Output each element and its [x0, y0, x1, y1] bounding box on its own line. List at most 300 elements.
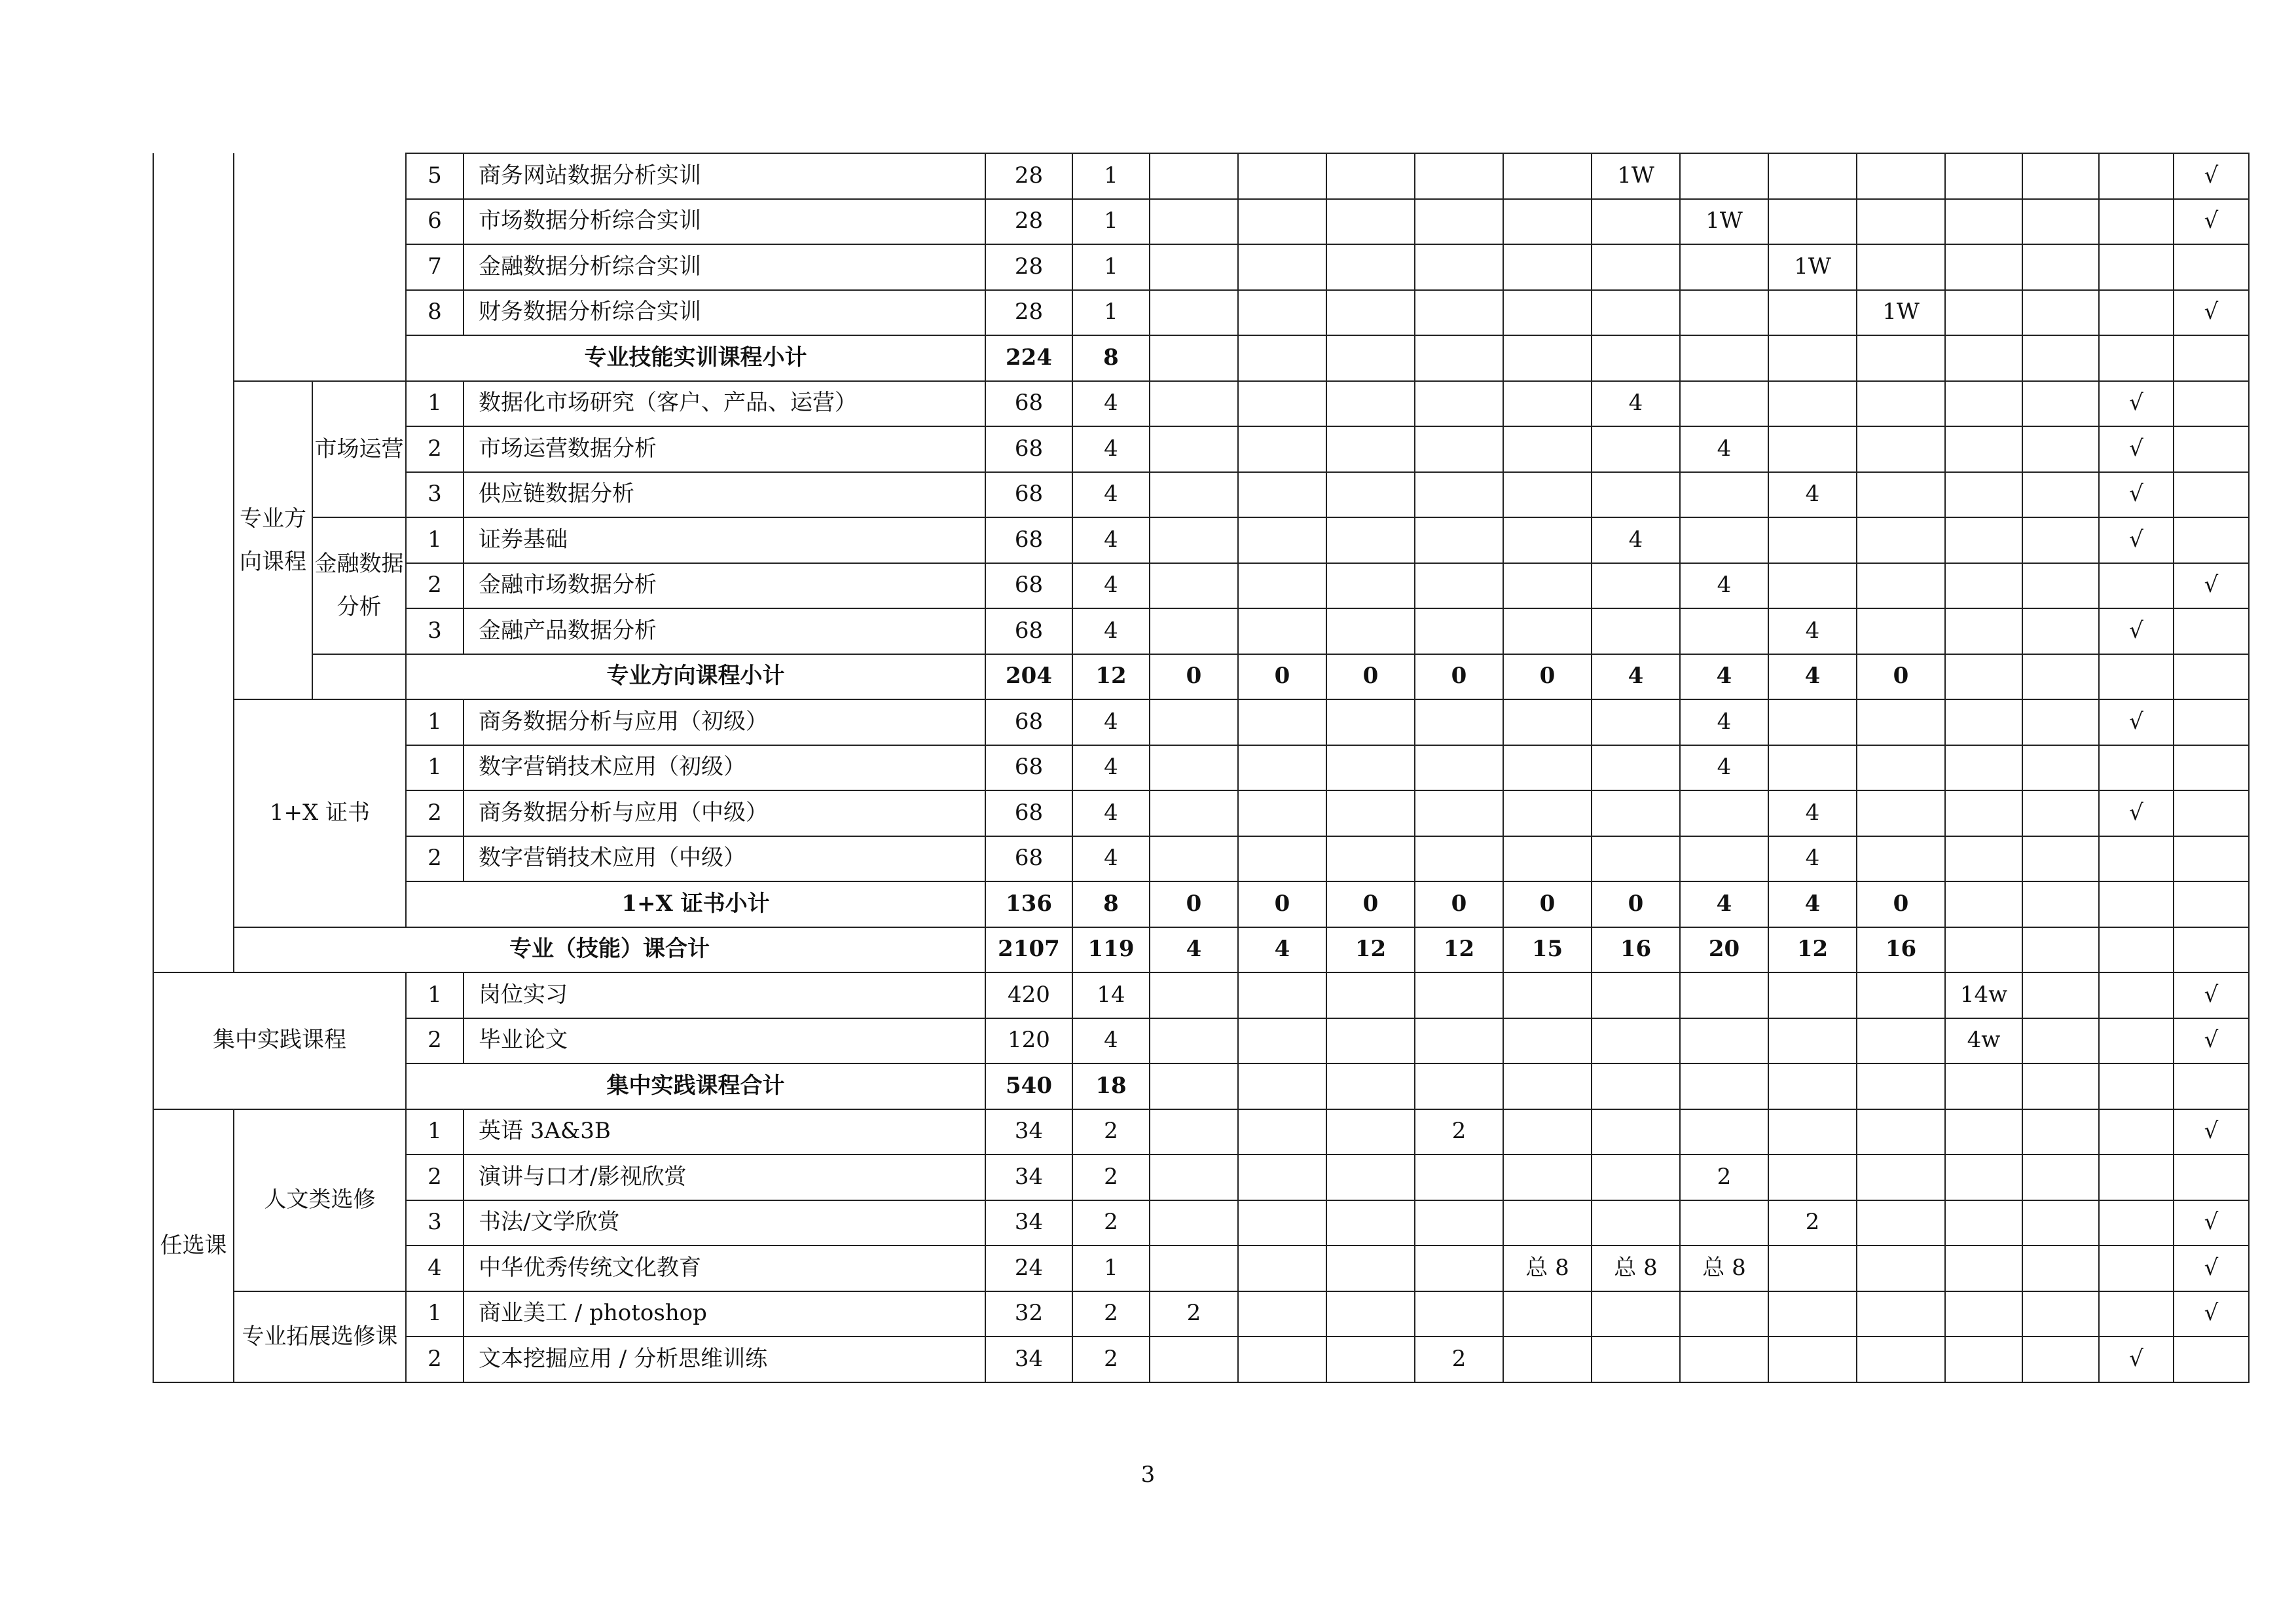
term-cell: 4	[1768, 836, 1857, 882]
course-name: 文本挖掘应用 / 分析思维训练	[464, 1337, 985, 1382]
check-cell	[2099, 1063, 2174, 1109]
table-row	[153, 472, 2249, 518]
table-row	[153, 1200, 2249, 1246]
table-row	[153, 335, 2249, 381]
term-cell	[1150, 381, 1238, 427]
term-cell	[2022, 153, 2099, 199]
term-cell	[1945, 1246, 2022, 1291]
term-cell	[1150, 1154, 1238, 1200]
term-cell	[2022, 1291, 2099, 1337]
subtotal-blank	[312, 654, 406, 700]
table-row	[153, 199, 2249, 245]
check-cell	[2099, 1154, 2174, 1200]
term-cell	[1415, 1200, 1503, 1246]
credits-cell: 4	[1072, 836, 1150, 882]
term-cell	[1238, 335, 1326, 381]
term-cell	[1768, 972, 1857, 1018]
check-cell: √	[2174, 1109, 2249, 1155]
subtotal-label: 专业（技能）课合计	[234, 927, 985, 973]
term-cell: 0	[1238, 654, 1326, 700]
term-cell	[1945, 153, 2022, 199]
term-cell	[1326, 381, 1415, 427]
course-name: 中华优秀传统文化教育	[464, 1246, 985, 1291]
term-cell: 0	[1238, 881, 1326, 927]
term-cell	[1592, 1154, 1680, 1200]
term-cell	[1945, 199, 2022, 245]
course-name: 供应链数据分析	[464, 472, 985, 518]
table-row	[153, 1246, 2249, 1291]
term-cell	[2022, 1018, 2099, 1064]
row-number: 1	[406, 381, 464, 427]
term-cell	[1857, 199, 1945, 245]
course-name: 英语 3A&3B	[464, 1109, 985, 1155]
term-cell	[1150, 836, 1238, 882]
term-cell	[1768, 153, 1857, 199]
term-cell: 4	[1680, 563, 1768, 609]
check-cell: √	[2174, 1200, 2249, 1246]
course-name: 商务数据分析与应用（初级）	[464, 699, 985, 745]
hours-cell: 540	[985, 1063, 1072, 1109]
term-cell	[1945, 426, 2022, 472]
hours-cell: 68	[985, 517, 1072, 563]
term-cell	[1326, 290, 1415, 336]
term-cell	[1857, 153, 1945, 199]
term-cell	[1945, 836, 2022, 882]
term-cell	[1945, 1200, 2022, 1246]
term-cell	[1768, 699, 1857, 745]
course-name: 市场运营数据分析	[464, 426, 985, 472]
row-number: 1	[406, 1291, 464, 1337]
term-cell	[2022, 381, 2099, 427]
term-cell	[1680, 1018, 1768, 1064]
term-cell	[1150, 244, 1238, 290]
term-cell	[1945, 790, 2022, 836]
term-cell	[1150, 790, 1238, 836]
term-cell	[1857, 836, 1945, 882]
check-cell	[2099, 972, 2174, 1018]
term-cell	[1326, 335, 1415, 381]
term-cell: 20	[1680, 927, 1768, 973]
check-cell: √	[2174, 290, 2249, 336]
hours-cell: 28	[985, 199, 1072, 245]
term-cell	[1503, 699, 1592, 745]
row-number: 5	[406, 153, 464, 199]
term-cell	[1150, 1018, 1238, 1064]
credits-cell: 12	[1072, 654, 1150, 700]
row-number: 4	[406, 1246, 464, 1291]
table-row	[153, 608, 2249, 654]
hours-cell: 120	[985, 1018, 1072, 1064]
term-cell	[1592, 608, 1680, 654]
term-cell	[1857, 1200, 1945, 1246]
term-cell	[1945, 608, 2022, 654]
term-cell	[2022, 472, 2099, 518]
table-row	[153, 881, 2249, 927]
subgroup-label-humanities: 人文类选修	[234, 1109, 406, 1291]
term-cell	[1238, 1063, 1326, 1109]
term-cell: 2	[1415, 1337, 1503, 1382]
credits-cell: 14	[1072, 972, 1150, 1018]
term-cell	[1768, 290, 1857, 336]
term-cell	[1680, 608, 1768, 654]
credits-cell: 2	[1072, 1200, 1150, 1246]
hours-cell: 34	[985, 1109, 1072, 1155]
row-number: 3	[406, 608, 464, 654]
term-cell: 4	[1150, 927, 1238, 973]
term-cell	[1326, 1154, 1415, 1200]
table-row	[153, 381, 2249, 427]
table-row	[153, 836, 2249, 882]
term-cell	[1415, 381, 1503, 427]
term-cell	[1592, 790, 1680, 836]
term-cell: 1W	[1680, 199, 1768, 245]
hours-cell: 2107	[985, 927, 1072, 973]
course-name: 商务数据分析与应用（中级）	[464, 790, 985, 836]
term-cell	[1592, 1063, 1680, 1109]
table-row	[153, 1018, 2249, 1064]
credits-cell: 8	[1072, 335, 1150, 381]
term-cell	[1945, 1291, 2022, 1337]
term-cell	[1150, 563, 1238, 609]
hours-cell: 28	[985, 153, 1072, 199]
check-cell	[2099, 335, 2174, 381]
hours-cell: 68	[985, 472, 1072, 518]
credits-cell: 4	[1072, 517, 1150, 563]
check-cell: √	[2099, 790, 2174, 836]
term-cell	[2022, 563, 2099, 609]
row-number: 2	[406, 1018, 464, 1064]
term-cell	[1415, 153, 1503, 199]
term-cell	[1326, 199, 1415, 245]
term-cell	[1238, 608, 1326, 654]
check-cell	[2099, 881, 2174, 927]
credits-cell: 8	[1072, 881, 1150, 927]
term-cell	[1238, 1246, 1326, 1291]
check-cell	[2174, 881, 2249, 927]
term-cell	[1415, 699, 1503, 745]
term-cell	[1680, 381, 1768, 427]
table-row	[153, 1337, 2249, 1382]
term-cell	[1503, 790, 1592, 836]
hours-cell: 24	[985, 1246, 1072, 1291]
term-cell	[1415, 1154, 1503, 1200]
term-cell: 4	[1592, 517, 1680, 563]
check-cell	[2099, 563, 2174, 609]
term-cell	[1768, 1291, 1857, 1337]
term-cell	[1503, 1200, 1592, 1246]
term-cell	[1945, 335, 2022, 381]
group-label-direction: 专业方向课程	[234, 381, 312, 700]
term-cell	[1503, 472, 1592, 518]
check-cell	[2099, 199, 2174, 245]
course-name: 商务网站数据分析实训	[464, 153, 985, 199]
term-cell: 0	[1857, 654, 1945, 700]
check-cell: √	[2174, 972, 2249, 1018]
term-cell	[1415, 199, 1503, 245]
term-cell	[1768, 1018, 1857, 1064]
check-cell: √	[2174, 1246, 2249, 1291]
term-cell: 4	[1768, 881, 1857, 927]
skill-training-group	[234, 153, 406, 381]
term-cell	[2022, 290, 2099, 336]
term-cell	[1238, 563, 1326, 609]
term-cell	[1415, 608, 1503, 654]
term-cell: 0	[1150, 654, 1238, 700]
term-cell	[1415, 790, 1503, 836]
term-cell	[1680, 1200, 1768, 1246]
term-cell	[1857, 1109, 1945, 1155]
term-cell	[1680, 290, 1768, 336]
check-cell	[2099, 927, 2174, 973]
term-cell	[1503, 426, 1592, 472]
term-cell	[1503, 517, 1592, 563]
term-cell	[1592, 290, 1680, 336]
term-cell: 1W	[1768, 244, 1857, 290]
check-cell	[2099, 1200, 2174, 1246]
term-cell	[1857, 790, 1945, 836]
credits-cell: 4	[1072, 699, 1150, 745]
term-cell	[1945, 699, 2022, 745]
check-cell	[2174, 1154, 2249, 1200]
row-number: 3	[406, 472, 464, 518]
term-cell: 4	[1768, 472, 1857, 518]
term-cell: 4	[1680, 699, 1768, 745]
term-cell	[1415, 972, 1503, 1018]
hours-cell: 68	[985, 563, 1072, 609]
term-cell	[2022, 199, 2099, 245]
check-cell	[2099, 836, 2174, 882]
term-cell	[1238, 972, 1326, 1018]
term-cell	[1945, 654, 2022, 700]
term-cell	[1503, 153, 1592, 199]
term-cell	[1592, 699, 1680, 745]
term-cell: 1W	[1592, 153, 1680, 199]
term-cell	[1768, 1109, 1857, 1155]
term-cell	[1326, 472, 1415, 518]
term-cell	[1857, 563, 1945, 609]
term-cell	[1238, 1018, 1326, 1064]
term-cell	[1857, 1246, 1945, 1291]
term-cell: 总 8	[1503, 1246, 1592, 1291]
term-cell: 4	[1592, 654, 1680, 700]
term-cell: 0	[1326, 881, 1415, 927]
course-name: 书法/文学欣赏	[464, 1200, 985, 1246]
term-cell	[1768, 426, 1857, 472]
term-cell	[1857, 244, 1945, 290]
hours-cell: 204	[985, 654, 1072, 700]
term-cell	[1238, 290, 1326, 336]
term-cell	[1150, 1109, 1238, 1155]
credits-cell: 1	[1072, 199, 1150, 245]
term-cell	[2022, 790, 2099, 836]
credits-cell: 4	[1072, 745, 1150, 791]
term-cell	[1238, 1337, 1326, 1382]
hours-cell: 68	[985, 836, 1072, 882]
term-cell: 12	[1326, 927, 1415, 973]
term-cell	[2022, 927, 2099, 973]
term-cell	[1768, 563, 1857, 609]
row-number: 2	[406, 790, 464, 836]
term-cell	[1326, 1291, 1415, 1337]
term-cell	[1768, 1246, 1857, 1291]
term-cell	[1768, 1154, 1857, 1200]
subgroup-label-extension: 专业拓展选修课	[234, 1291, 406, 1382]
term-cell	[1415, 290, 1503, 336]
term-cell	[1768, 745, 1857, 791]
check-cell	[2174, 472, 2249, 518]
check-cell: √	[2174, 199, 2249, 245]
table-row	[153, 699, 2249, 745]
term-cell	[1238, 199, 1326, 245]
term-cell	[1150, 426, 1238, 472]
term-cell	[1592, 1200, 1680, 1246]
term-cell: 14w	[1945, 972, 2022, 1018]
term-cell	[1945, 381, 2022, 427]
term-cell	[1857, 472, 1945, 518]
term-cell	[2022, 1154, 2099, 1200]
term-cell	[1768, 199, 1857, 245]
term-cell	[1238, 836, 1326, 882]
hours-cell: 68	[985, 699, 1072, 745]
row-number: 1	[406, 699, 464, 745]
term-cell	[1326, 699, 1415, 745]
subgroup-label-finance: 金融数据分析	[312, 517, 406, 654]
check-cell	[2174, 335, 2249, 381]
check-cell	[2174, 699, 2249, 745]
term-cell: 0	[1150, 881, 1238, 927]
term-cell: 总 8	[1592, 1246, 1680, 1291]
term-cell	[2022, 745, 2099, 791]
course-name: 金融市场数据分析	[464, 563, 985, 609]
term-cell	[1326, 153, 1415, 199]
term-cell	[1150, 1063, 1238, 1109]
credits-cell: 2	[1072, 1109, 1150, 1155]
credits-cell: 2	[1072, 1337, 1150, 1382]
credits-cell: 4	[1072, 1018, 1150, 1064]
term-cell	[2022, 654, 2099, 700]
check-cell	[2174, 244, 2249, 290]
check-cell: √	[2174, 1018, 2249, 1064]
check-cell	[2174, 608, 2249, 654]
term-cell	[1415, 1246, 1503, 1291]
term-cell	[1945, 1109, 2022, 1155]
check-cell	[2174, 654, 2249, 700]
term-cell	[2022, 881, 2099, 927]
term-cell	[1592, 1109, 1680, 1155]
check-cell	[2099, 1018, 2174, 1064]
check-cell	[2174, 790, 2249, 836]
term-cell	[1415, 335, 1503, 381]
term-cell	[1857, 608, 1945, 654]
term-cell	[1945, 881, 2022, 927]
check-cell: √	[2174, 153, 2249, 199]
table-row	[153, 290, 2249, 336]
term-cell	[1150, 290, 1238, 336]
term-cell	[2022, 1246, 2099, 1291]
term-cell: 12	[1768, 927, 1857, 973]
course-name: 数字营销技术应用（中级）	[464, 836, 985, 882]
course-name: 市场数据分析综合实训	[464, 199, 985, 245]
term-cell	[1857, 699, 1945, 745]
table-row	[153, 153, 2249, 199]
credits-cell: 2	[1072, 1291, 1150, 1337]
term-cell	[1326, 517, 1415, 563]
term-cell	[1857, 426, 1945, 472]
term-cell	[1415, 563, 1503, 609]
credits-cell: 4	[1072, 472, 1150, 518]
term-cell	[1680, 972, 1768, 1018]
term-cell	[1150, 1246, 1238, 1291]
term-cell	[1592, 335, 1680, 381]
term-cell	[2022, 972, 2099, 1018]
term-cell: 2	[1680, 1154, 1768, 1200]
hours-cell: 68	[985, 745, 1072, 791]
group-label-elective: 任选课	[153, 1109, 234, 1382]
term-cell	[1592, 563, 1680, 609]
term-cell	[1680, 836, 1768, 882]
term-cell	[1326, 745, 1415, 791]
check-cell	[2174, 381, 2249, 427]
credits-cell: 1	[1072, 244, 1150, 290]
row-number: 2	[406, 563, 464, 609]
term-cell	[1680, 1109, 1768, 1155]
term-cell	[1503, 972, 1592, 1018]
term-cell	[1592, 1337, 1680, 1382]
term-cell	[1326, 244, 1415, 290]
hours-cell: 28	[985, 244, 1072, 290]
term-cell	[1680, 790, 1768, 836]
subtotal-label: 专业技能实训课程小计	[406, 335, 985, 381]
term-cell	[1945, 517, 2022, 563]
term-cell: 15	[1503, 927, 1592, 973]
term-cell	[1592, 244, 1680, 290]
term-cell: 0	[1415, 881, 1503, 927]
table-row	[153, 790, 2249, 836]
course-name: 数据化市场研究（客户、产品、运营）	[464, 381, 985, 427]
term-cell	[1857, 1018, 1945, 1064]
term-cell	[1238, 790, 1326, 836]
course-name: 金融产品数据分析	[464, 608, 985, 654]
term-cell: 0	[1857, 881, 1945, 927]
term-cell	[1326, 1063, 1415, 1109]
term-cell	[1503, 290, 1592, 336]
term-cell	[1503, 836, 1592, 882]
row-number: 2	[406, 1154, 464, 1200]
term-cell	[1592, 1291, 1680, 1337]
subtotal-label: 集中实践课程合计	[406, 1063, 985, 1109]
term-cell	[1238, 426, 1326, 472]
term-cell: 4	[1592, 381, 1680, 427]
term-cell	[1680, 153, 1768, 199]
term-cell	[1945, 563, 2022, 609]
table-body	[153, 153, 2249, 1382]
row-number: 1	[406, 1109, 464, 1155]
term-cell	[2022, 426, 2099, 472]
subtotal-label: 专业方向课程小计	[406, 654, 985, 700]
hours-cell: 68	[985, 381, 1072, 427]
table-row	[153, 1291, 2249, 1337]
term-cell: 2	[1150, 1291, 1238, 1337]
term-cell: 12	[1415, 927, 1503, 973]
term-cell	[1326, 836, 1415, 882]
credits-cell: 4	[1072, 563, 1150, 609]
term-cell	[1857, 517, 1945, 563]
course-schedule-table	[153, 153, 2250, 1383]
term-cell: 0	[1326, 654, 1415, 700]
hours-cell: 136	[985, 881, 1072, 927]
term-cell: 4	[1680, 881, 1768, 927]
hours-cell: 420	[985, 972, 1072, 1018]
